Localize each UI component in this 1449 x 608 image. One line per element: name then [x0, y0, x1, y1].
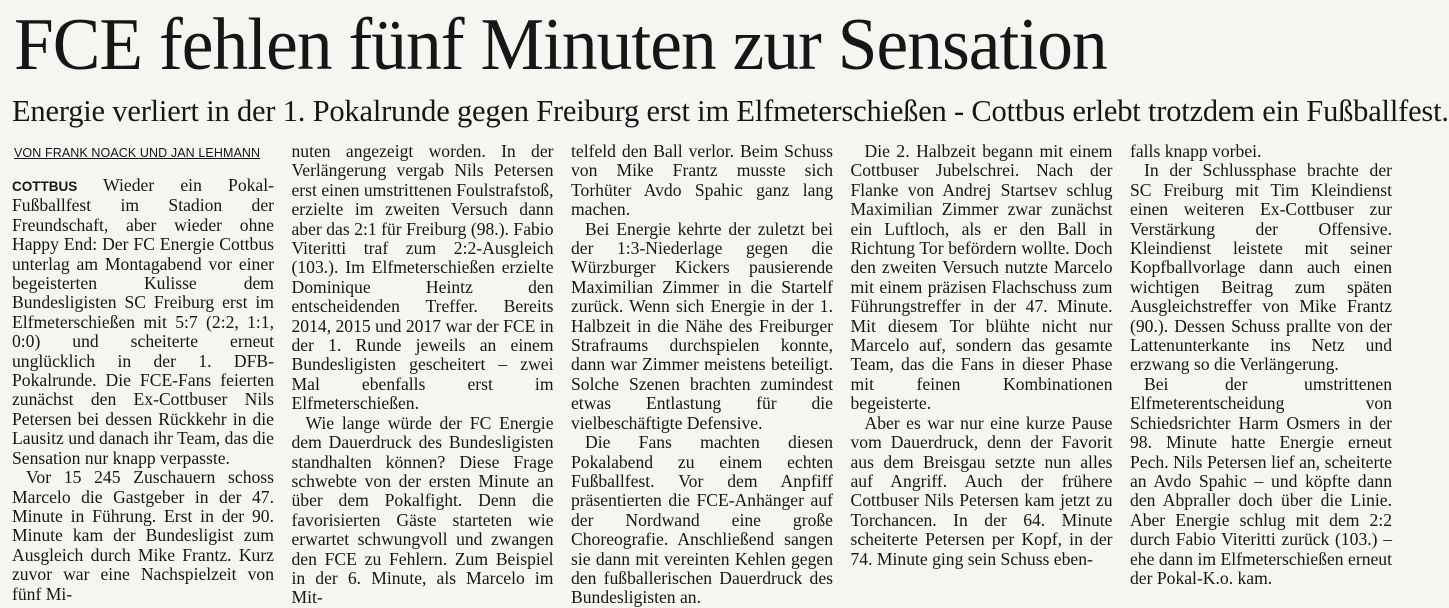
article-column-4 [851, 142, 1113, 583]
article-column-1 [12, 142, 274, 604]
article-paragraph: telfeld den Ball verlor. Beim Schuss von Mike Frantz musste sich Torhüter Avdo Spahic ganz lang machen. [571, 141, 833, 220]
article-paragraph: Vor 15 245 Zuschauern schoss Marcelo die Gastgeber in der 47. Minute in Führung. Erst in der 90. Minute kam der Bundesligist zum Ausgleich durch Mike Frantz. Kurz zuvor war eine Nachspielzeit von fünf Mi- [12, 467, 274, 604]
byline: VON FRANK NOACK UND JAN LEHMANN [14, 146, 261, 160]
headline: FCE fehlen fünf Minuten zur Sensation [14, 4, 1107, 86]
article-paragraph: nuten angezeigt worden. In der Verlängerung vergab Nils Petersen erst einen umstrittenen Foulstrafstoß, erzielte im zweiten Versuch dann aber das 2:1 für Freiburg (98.). Fabio Viteritti traf zum 2:2-Ausgleich (103.). Im Elfmeterschießen erzielte Dominique Heintz den entscheidenden Treffer. Bereits 2014, 2015 und 2017 war der FCE in der 1. Runde jeweils an einem Bundesligisten gescheitert – zwei Mal ebenfalls erst im Elfmeterschießen. [291, 141, 554, 414]
article-column-5 [1130, 141, 1392, 588]
article-paragraph: Wie lange würde der FC Energie dem Dauerdruck des Bundesligisten standhalten können? Diese Frage schwebte von der ersten Minute an über dem Pokalfight. Denn die favorisierten Gäste starteten wie erwartet schwungvoll und zwangen den FCE zu Fehlern. Zum Beispiel in der 6. Minute, als Marcelo im Mit- [291, 412, 554, 608]
article-paragraph: Aber es war nur eine kurze Pause vom Dauerdruck, denn der Favorit aus dem Breisgau setzte nun alles auf Angriff. Auch der frühere Cottbuser Nils Petersen kam jetzt zu Torchancen. In der 64. Minute scheiterte Petersen per Kopf, in der 74. Minute ging sein Schuss eben- [850, 412, 1113, 569]
article-paragraph: Die Fans machten diesen Pokalabend zu einem echten Fußballfest. Vor dem Anpfiff präsentierten die FCE-Anhänger auf der Nordwand eine große Choreografie. Anschließend sangen sie dann mit vereinten Kehlen gegen den fußballerischen Dauerdruck des Bundesligisten an. [571, 432, 833, 608]
article-paragraph: Bei der umstrittenen Elfmeterentscheidung von Schiedsrichter Harm Osmers in der 98. Minute hatte Energie erneut Pech. Nils Petersen lief an, scheiterte an Avdo Spahic – und köpfte dann den Abpraller doch über die Linie. Aber Energie schlug mit dem 2:2 durch Fabio Viteritti zurück (103.) – ehe dann im Elfmeterschießen erneut der Pokal-K.o. kam. [1130, 373, 1392, 588]
paragraph-text: Wieder ein Pokal-Fußballfest im Stadion der Freundschaft, aber wieder ohne Happy End: Der FC Energie Cottbus unterlag am Montagabend vor einer begeisterten Kulisse dem Bundesligisten SC Freiburg erst im Elfmeterschießen mit 5:7 (2:2, 1:1, 0:0) und scheiterte erneut unglücklich in der 1. DFB-Pokalrunde. Die FCE-Fans feierten zunächst den Ex-Cottbuser Nils Petersen bei dessen Rückkehr in die Lausitz und danach ihr Team, das die Sensation nur knapp verpasste. [12, 175, 274, 468]
article-paragraph: Die 2. Halbzeit begann mit einem Cottbuser Jubelschrei. Nach der Flanke von Andrej Startsev schlug Maximilian Zimmer zwar zunächst ein Luftloch, als er den Ball in Richtung Tor befördern wollte. Doch den zweiten Versuch nutzte Marcelo mit einem präzisen Flachschuss zum Führungstreffer in der 47. Minute. Mit diesem Tor blühte nicht nur Marcelo auf, sondern das gesamte Team, das die Fans in dieser Phase mit feinen Kombinationen begeisterte. [850, 141, 1113, 414]
article-paragraph: Bei Energie kehrte der zuletzt bei der 1:3-Niederlage gegen die Würzburger Kickers pausierende Maximilian Zimmer in die Startelf zurück. Wenn sich Energie in der 1. Halbzeit in die Nähe des Freiburger Strafraums durchspielen konnte, dann war Zimmer meistens beteiligt. Solche Szenen brachten zumindest etwas Entlastung für die vielbeschäftigte Defensive. [571, 218, 833, 433]
subheadline: Energie verliert in der 1. Pokalrunde gegen Freiburg erst im Elfmeterschießen - Cottbus erlebt trotzdem ein Fußballfest. [12, 94, 1449, 128]
dateline: COTTBUS [12, 179, 78, 194]
article-paragraph: In der Schlussphase brachte der SC Freiburg mit Tim Kleindienst einen weiteren Ex-Cottbuser zur Verstärkung der Offensive. Kleindienst leistete mit seiner Kopfballvorlage dann auch einen wichtigen Beitrag zum späten Ausgleichstreffer von Mike Frantz (90.). Dessen Schuss prallte von der Lattenunterkante ins Netz und erzwang so die Verlängerung. [1130, 160, 1392, 375]
article-paragraph [12, 176, 274, 468]
article-column-3 [571, 141, 833, 608]
article-body [12, 141, 1392, 608]
article-column-2 [291, 141, 554, 608]
article-paragraph: falls knapp vorbei. [1130, 141, 1262, 161]
